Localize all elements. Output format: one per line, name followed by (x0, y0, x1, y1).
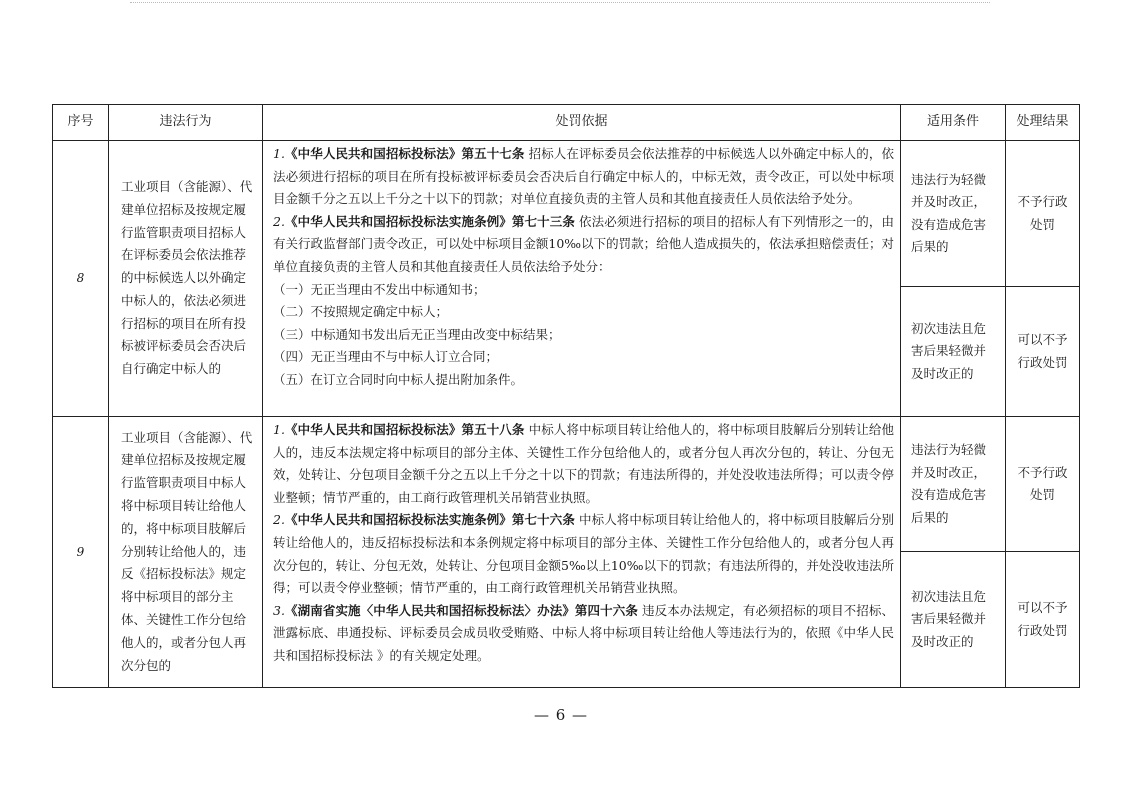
condition-first-offense: 初次违法且危害后果轻微并及时改正的 (901, 287, 1006, 417)
basis-item: （五）在订立合同时向中标人提出附加条件。 (273, 371, 524, 387)
clause-number: 2. (273, 512, 285, 528)
condition-first-offense: 初次违法且危害后果轻微并及时改正的 (901, 552, 1006, 688)
basis-clause (273, 143, 894, 211)
row-number: 8 (53, 141, 109, 417)
clause-text: 违反本办法规定，有必须招标的项目不招标、泄露标底、串通投标、评标委员会成员收受贿赂、中标人将中标项目转让给他人等违法行为的，依照《中华人民共和国招标投标法 》的有关规定处理。 (273, 602, 894, 663)
basis-clause (273, 211, 894, 279)
table-row (53, 141, 1080, 287)
basis-item: （三）中标通知书发出后无正当理由改变中标结果； (273, 326, 561, 342)
header-basis: 处罚依据 (263, 105, 901, 141)
penalty-table (52, 104, 1080, 688)
clause-text: 中标人将中标项目转让给他人的，将中标项目肢解后分别转让给他人的，违反招标投标法和本条例规定将中标项目的部分主体、关键性工作分包给他人的，或者分包人再次分包的，转让、分包无效，处转让、分包项目金额5‰以上10‰以下的罚款；有违法所得的，并处没收违法所得；可以责令停业整顿；情节严重的，由工商行政管理机关吊销营业执照。 (273, 512, 894, 596)
penalty-basis (263, 141, 901, 417)
law-citation: 《湖南省实施〈中华人民共和国招标投标法〉办法》第四十六条 (284, 602, 638, 618)
clause-number: 1. (273, 422, 285, 437)
header-result: 处理结果 (1006, 105, 1080, 141)
table-row (53, 417, 1080, 552)
header-act: 违法行为 (109, 105, 263, 141)
clause-text: 依法必须进行招标的项目的招标人有下列情形之一的，由有关行政监督部门责令改正，可以处中标项目金额10‰以下的罚款；给他人造成损失的，依法承担赔偿责任；对单位直接负责的主管人员和其他直接责任人员依法给予处分： (273, 213, 894, 274)
clause-text: 中标人将中标项目转让给他人的，将中标项目肢解后分别转让给他人的，违反本法规定将中标项目的部分主体、关键性工作分包给他人的，或者分包人再次分包的，转让、分包无效，处转让、分包项目金额千分之五以上千分之十以下的罚款；有违法所得的，并处没收违法所得；可以责令停业整顿；情节严重的，由工商行政管理机关吊销营业执照。 (273, 422, 894, 505)
penalty-basis (263, 417, 901, 688)
basis-clause (273, 509, 894, 599)
law-citation: 《中华人民共和国招标投标法实施条例》第七十六条 (284, 512, 575, 528)
clause-number: 2. (273, 213, 285, 229)
basis-item: （一）无正当理由不发出中标通知书； (273, 281, 486, 297)
result-no-penalty: 不予行政处罚 (1006, 141, 1080, 287)
condition-minor: 违法行为轻微并及时改正，没有造成危害后果的 (901, 417, 1006, 552)
result-may-no-penalty: 可以不予行政处罚 (1006, 287, 1080, 417)
scan-artifact-line (130, 2, 990, 4)
basis-item: （二）不按照规定确定中标人； (273, 304, 449, 320)
basis-item: （四）无正当理由不与中标人订立合同； (273, 349, 499, 365)
clause-text: 招标人在评标委员会依法推荐的中标候选人以外确定中标人的，依法必须进行招标的项目在所有投标被评标委员会否决后自行确定中标人的，中标无效，责令改正，可以处中标项目金额千分之五以上千分之十以下的罚款；对单位直接负责的主管人员和其他直接责任人员依法给予处分。 (273, 146, 894, 207)
violation-act: 工业项目（含能源）、代建单位招标及按规定履行监管职责项目中标人将中标项目转让给他人的，将中标项目肢解后分别转让给他人的，违反《招标投标法》规定将中标项目的部分主体、关键性工作分包给他人的，或者分包人再次分包的 (109, 417, 263, 688)
header-no: 序号 (53, 105, 109, 141)
violation-act: 工业项目（含能源）、代建单位招标及按规定履行监管职责项目招标人在评标委员会依法推荐的中标候选人以外确定中标人的，依法必须进行招标的项目在所有投标被评标委员会否决后自行确定中标人的 (109, 141, 263, 417)
law-citation: 《中华人民共和国招标投标法》第五十七条 (284, 146, 525, 161)
clause-number: 3. (273, 602, 285, 618)
basis-clause (273, 600, 894, 668)
header-condition: 适用条件 (901, 105, 1006, 141)
page-number: — 6 — (533, 706, 589, 724)
law-citation: 《中华人民共和国招标投标法实施条例》第七十三条 (284, 213, 575, 229)
result-no-penalty: 不予行政处罚 (1006, 417, 1080, 552)
basis-clause (273, 419, 894, 509)
result-may-no-penalty: 可以不予行政处罚 (1006, 552, 1080, 688)
law-citation: 《中华人民共和国招标投标法》第五十八条 (284, 422, 525, 437)
clause-number: 1. (273, 146, 285, 161)
table-header-row (53, 105, 1080, 141)
condition-minor: 违法行为轻微并及时改正，没有造成危害后果的 (901, 141, 1006, 287)
row-number: 9 (53, 417, 109, 688)
